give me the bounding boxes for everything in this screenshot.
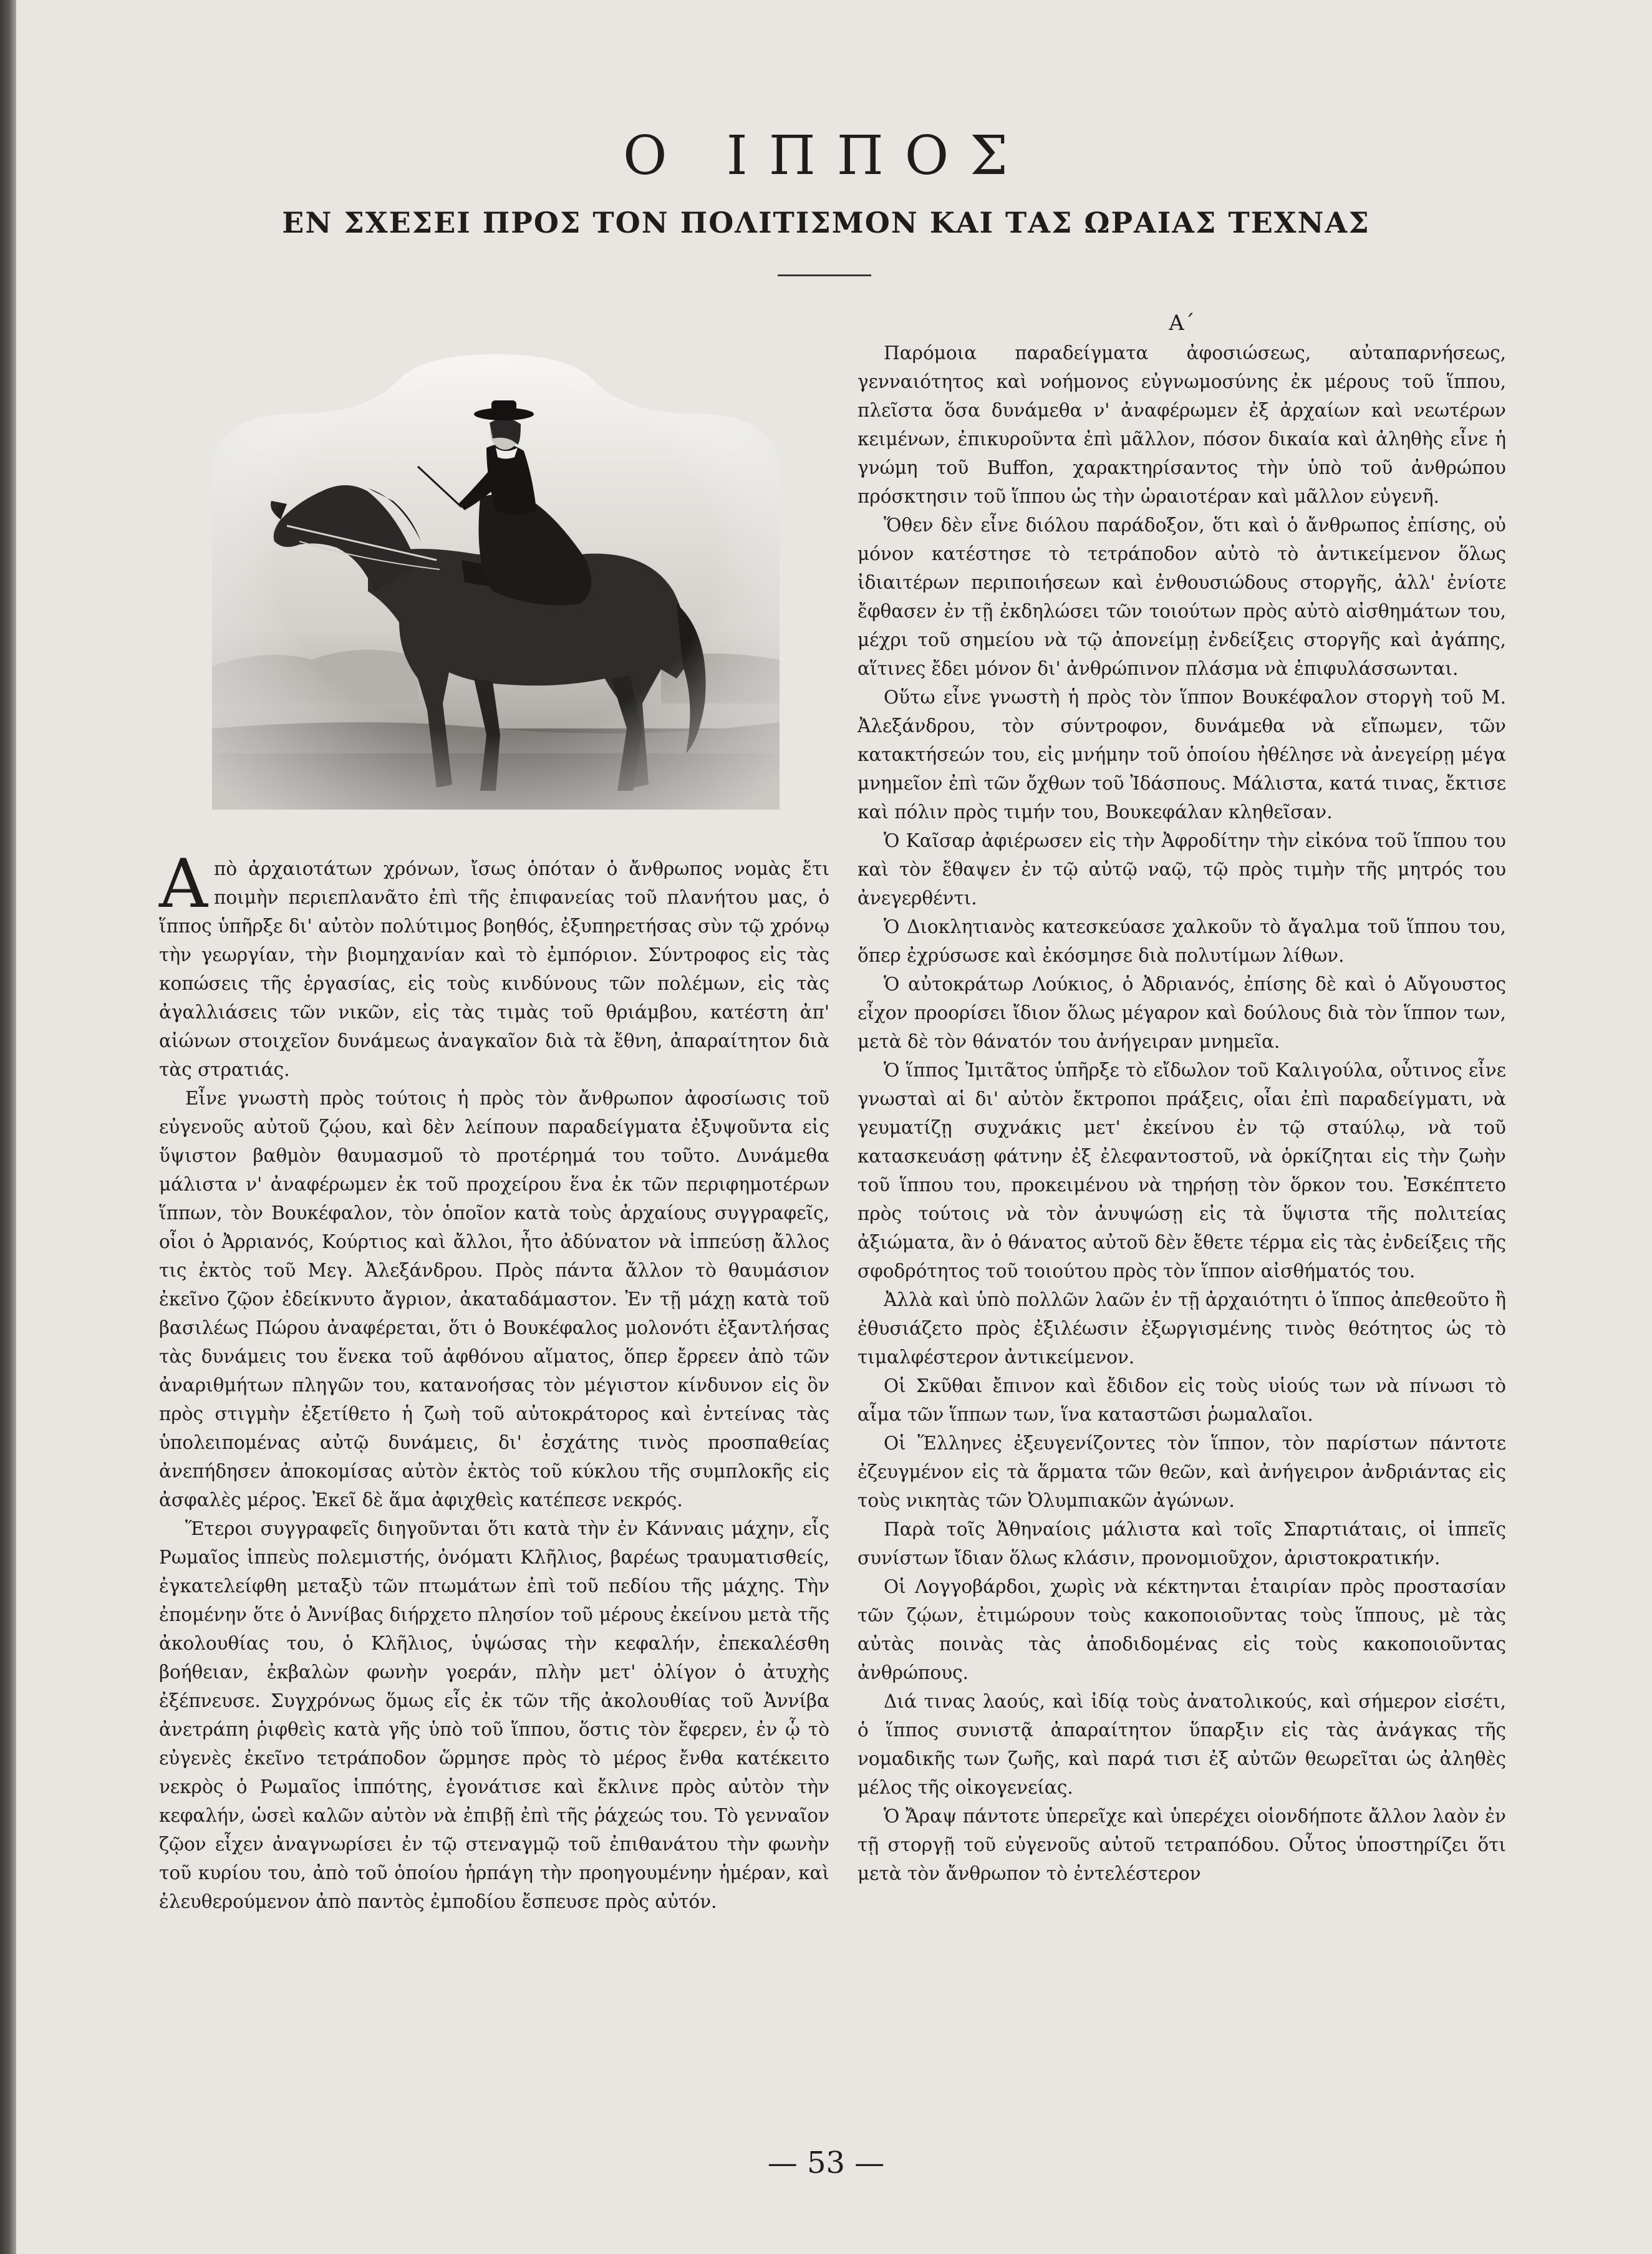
paragraph: Εἶνε γνωστὴ πρὸς τούτοις ἡ πρὸς τὸν ἄνθρωπον ἀφοσίωσις τοῦ εὐγενοῦς αὐτοῦ ζῴου, καὶ δὲν λείπουν παραδείγματα ἐξυψοῦντα εἰς ὕψιστον βαθμὸν θαυμασμοῦ τὸ προτέρημά του τοῦτο. Δυνάμεθα μάλιστα ν' ἀναφέρωμεν ἐκ τοῦ προχείρου ἕνα ἐκ τῶν περιφημοτέρων ἵππων, τὸν Βουκέφαλον, τὸν ὁποῖον κατὰ τοὺς ἀρχαίους συγγραφεῖς, οἷοι ὁ Ἀρριανός, Κούρτιος καὶ ἄλλοι, ἦτο ἀδύνατον νὰ ἱππεύσῃ ἄλλος τις ἐκτὸς τοῦ Μεγ. Ἀλεξάνδρου. Πρὸς πάντα ἄλλον τὸ θαυμάσιον ἐκεῖνο ζῷον ἐδείκνυτο ἄγριον, ἀκαταδάμαστον. Ἐν τῇ μάχῃ κατὰ τοῦ βασιλέως Πώρου ἀναφέρεται, ὅτι ὁ Βουκέφαλος μολονότι ἐξαντλήσας τὰς δυνάμεις του ἕνεκα τοῦ ἀφθόνου αἵματος, ὅπερ ἔρρεεν ἀπὸ τῶν ἀναριθμήτων πληγῶν του, κατανοήσας τὸν μέγιστον κίνδυνον εἰς ὃν πρὸς στιγμὴν ἐξετίθετο ἡ ζωὴ τοῦ αὐτοκράτορος καὶ ἐντείνας τὰς ὑπολειπομένας αὐτῷ δυνάμεις, δι' ἐσχάτης τινὸς προσπαθείας ἀνεπήδησεν ἀποκομίσας αὐτὸν ἐκτὸς τοῦ κύκλου τῆς συμπλοκῆς εἰς ἀσφαλὲς μέρος. Ἐκεῖ δὲ ἅμα ἀφιχθεὶς κατέπεσε νεκρός. — [159, 1088, 829, 1511]
paragraph-text: πὸ ἀρχαιοτάτων χρόνων, ἴσως ὁπόταν ὁ ἄνθρωπος νομὰς ἔτι ποιμὴν περιεπλανᾶτο ἐπὶ τῆς ἐπιφανείας τοῦ πλανήτου μας, ὁ ἵππος ὑπῆρξε δι' αὐτὸν πολύτιμος βοηθός, ἐξυπηρετήσας σὺν τῷ χρόνῳ τὴν γεωργίαν, τὴν βιομηχανίαν καὶ τὸ ἐμπόριον. Σύντροφος εἰς τὰς κοπώσεις τῆς ἐργασίας, εἰς τοὺς κινδύνους τῶν πολέμων, εἰς τὰς ἀγαλλιάσεις τῶν νικῶν, εἰς τὰς τιμὰς τοῦ θριάμβου, κατέστη ἀπ' αἰώνων στοιχεῖον δυνάμεως ἀναγκαῖον διὰ τὰ ἔθνη, ἀπαραίτητον διὰ τὰς στρατιάς. — [159, 858, 829, 1080]
drop-cap: Α — [159, 845, 208, 923]
paragraph: Οἱ Ἕλληνες ἐξευγενίζοντες τὸν ἵππον, τὸν παρίστων πάντοτε ἐζευγμένον εἰς τὰ ἅρματα τῶν θεῶν, καὶ ἀνήγειρον ἀνδριάντας εἰς τοὺς νικητὰς τῶν Ὀλυμπιακῶν ἀγώνων. — [857, 1433, 1506, 1511]
paragraph: Ὁ Καῖσαρ ἀφιέρωσεν εἰς τὴν Ἀφροδίτην τὴν εἰκόνα τοῦ ἵππου του καὶ τὸν ἔθαψεν ἐν τῷ αὐτῷ ναῷ, τῷ πρὸς τιμὴν τῆς μητρός του ἀνεγερθέντι. — [857, 830, 1506, 909]
left-column — [159, 845, 829, 1916]
paragraph: Ὁ ἵππος Ἰμιτᾶτος ὑπῆρξε τὸ εἴδωλον τοῦ Καλιγούλα, οὗτινος εἶνε γνωσταὶ αἱ δι' αὐτὸν ἔκτροποι πράξεις, οἷαι ἐπὶ παραδείγματι, νὰ γευματίζῃ συχνάκις μετ' ἐκείνου ἐν τῷ σταύλῳ, νὰ τοῦ κατασκευάσῃ φάτνην ἐξ ἐλεφαντοστοῦ, νὰ ὁρκίζηται εἰς τὴν ζωὴν τοῦ ἵππου του, προκειμένου νὰ τηρήσῃ τὸν ὅρκον του. Ἐσκέπτετο πρὸς τούτοις νὰ τὸν ἀνυψώσῃ εἰς τὰ ὕψιστα τῆς πολιτείας ἀξιώματα, ἂν ὁ θάνατος αὐτοῦ δὲν ἔθετε τέρμα εἰς τὰς ἐνδείξεις τῆς σφοδρότητος τοῦ τοιούτου πρὸς τὸν ἵππον αἰσθήματός του. — [857, 1060, 1506, 1282]
paragraph: Παρόμοια παραδείγματα ἀφοσιώσεως, αὐταπαρνήσεως, γενναιότητος καὶ νοήμονος εὐγνωμοσύνης ἐκ μέρους τοῦ ἵππου, πλεῖστα ὅσα δυνάμεθα ν' ἀναφέρωμεν ἐξ ἀρχαίων καὶ νεωτέρων κειμένων, ἐπικυροῦντα ἐπὶ μᾶλλον, πόσον δικαία καὶ ἀληθὴς εἶνε ἡ γνώμη τοῦ Buffon, χαρακτηρίσαντος τὴν ὑπὸ τοῦ ἀνθρώπου πρόσκτησιν τοῦ ἵππου ὡς τὴν ὡραιοτέραν καὶ μᾶλλον εὐγενῆ. — [857, 342, 1506, 507]
right-column — [857, 309, 1506, 1888]
title-divider — [778, 274, 871, 276]
woman-riding-horse-sidesaddle-photo — [212, 354, 780, 810]
paragraph: Ἕτεροι συγγραφεῖς διηγοῦνται ὅτι κατὰ τὴν ἐν Κάνναις μάχην, εἷς Ρωμαῖος ἱππεὺς πολεμιστής, ὀνόματι Κλῆλιος, βαρέως τραυματισθείς, ἐγκατελείφθη μεταξὺ τῶν πτωμάτων ἐπὶ τοῦ πεδίου τῆς μάχης. Τὴν ἐπομένην ὅτε ὁ Ἀννίβας διήρχετο πλησίον τοῦ μέρους ἐκείνου μετὰ τῆς ἀκολουθίας του, ὁ Κλῆλιος, ὑψώσας τὴν κεφαλήν, ἐπεκαλέσθη βοήθειαν, ἐκβαλὼν φωνὴν γοεράν, πλὴν μετ' ὀλίγον ὁ ἀτυχὴς ἐξέπνευσε. Συγχρόνως ὅμως εἷς ἐκ τῶν τῆς ἀκολουθίας τοῦ Ἀννίβα ἀνετράπη ῥιφθεὶς κατὰ γῆς ὑπὸ τοῦ ἵππου, ὅστις τὸν ἔφερεν, ἐν ᾧ τὸ εὐγενὲς ἐκεῖνο τετράποδον ὥρμησε πρὸς τὸ μέρος ἔνθα κατέκειτο νεκρὸς ὁ Ρωμαῖος ἱππότης, ἐγονάτισε καὶ ἔκλινε πρὸς αὐτὸν τὴν κεφαλήν, ὡσεὶ καλῶν αὐτὸν νὰ ἐπιβῇ ἐπὶ τῆς ῥάχεώς του. Τὸ γενναῖον ζῷον εἶχεν ἀναγνωρίσει ἐν τῷ στεναγμῷ τοῦ ἐπιθανάτου τὴν φωνὴν τοῦ κυρίου του, ἀπὸ τοῦ ὁποίου ἡρπάγη τὴν προηγουμένην ἡμέραν, καὶ ἐλευθερούμενον ἀπὸ παντὸς ἐμποδίου ἔσπευσε πρὸς αὐτόν. — [159, 1518, 829, 1912]
paragraph: Ὁ αὐτοκράτωρ Λούκιος, ὁ Ἀδριανός, ἐπίσης δὲ καὶ ὁ Αὔγουστος εἶχον προορίσει ἴδιον ὅλως μέγαρον καὶ δούλους διὰ τὸν ἵππον των, μετὰ δὲ τὸν θάνατόν του ἀνήγειραν μνημεῖα. — [857, 974, 1506, 1052]
section-mark: Α΄ — [1169, 311, 1195, 336]
page-number: — 53 — — [767, 2145, 885, 2180]
paragraph: Οὕτω εἶνε γνωστὴ ἡ πρὸς τὸν ἵππον Βουκέφαλον στοργὴ τοῦ Μ. Ἀλεξάνδρου, τὸν σύντροφον, δυνάμεθα νὰ εἴπωμεν, τῶν κατακτήσεών του, εἰς μνήμην τοῦ ὁποίου ἠθέλησε νὰ ἀνεγείρῃ μέγα μνημεῖον ἐπὶ τῶν ὄχθων τοῦ Ἰδάσπους. Μάλιστα, κατά τινας, ἔκτισε καὶ πόλιν πρὸς τιμήν του, Βουκεφάλαν κληθεῖσαν. — [857, 687, 1506, 823]
paragraph: Διά τινας λαούς, καὶ ἰδίᾳ τοὺς ἀνατολικούς, καὶ σήμερον εἰσέτι, ὁ ἵππος συνιστᾷ ἀπαραίτητον ὕπαρξιν εἰς τὰς ἀνάγκας τῆς νομαδικῆς των ζωῆς, καὶ παρά τισι ἐξ αὐτῶν θεωρεῖται ὡς ἀληθὲς μέλος τῆς οἰκογενείας. — [857, 1691, 1506, 1798]
paragraph: Ὁ Ἄραψ πάντοτε ὑπερεῖχε καὶ ὑπερέχει οἱονδήποτε ἄλλον λαὸν ἐν τῇ στοργῇ τοῦ εὐγενοῦς αὐτοῦ τετραπόδου. Οὗτος ὑποστηρίζει ὅτι μετὰ τὸν ἄνθρωπον τὸ ἐντελέστερον — [857, 1806, 1506, 1884]
paragraph: Οἱ Σκῦθαι ἔπινον καὶ ἔδιδον εἰς τοὺς υἱούς των νὰ πίνωσι τὸ αἷμα τῶν ἵππων των, ἵνα καταστῶσι ῥωμαλαῖοι. — [857, 1375, 1506, 1425]
paragraph: Ὅθεν δὲν εἶνε διόλου παράδοξον, ὅτι καὶ ὁ ἄνθρωπος ἐπίσης, οὐ μόνον κατέστησε τὸ τετράποδον αὐτὸ τὸ ἀντικείμενον ὅλως ἰδιαιτέρων περιποιήσεων καὶ ἐνθουσιώδους στοργῆς, ἀλλ' ἐνίοτε ἔφθασεν ἐν τῇ ἐκδηλώσει τῶν τοιούτων πρὸς αὐτὸ αἰσθημάτων του, μέχρι τοῦ σημείου νὰ τῷ ἀπονείμῃ ἐνδείξεις στοργῆς καὶ ἀγάπης, αἵτινες ἔδει μόνον δι' ἀνθρώπινον πλάσμα νὰ ἐπιφυλάσσωνται. — [857, 515, 1506, 679]
paragraph: Οἱ Λογγοβάρδοι, χωρὶς νὰ κέκτηνται ἑταιρίαν πρὸς προστασίαν τῶν ζῴων, ἐτιμώρουν τοὺς κακοποιοῦντας τοὺς ἵππους, μὲ τὰς αὐτὰς ποινὰς τὰς ἀποδιδομένας εἰς τοὺς κακοποιοῦντας ἀνθρώπους. — [857, 1576, 1506, 1683]
paragraph-opening — [159, 845, 829, 1084]
paragraph: Ἀλλὰ καὶ ὑπὸ πολλῶν λαῶν ἐν τῇ ἀρχαιότητι ὁ ἵππος ἀπεθεοῦτο ἢ ἐθυσιάζετο πρὸς ἐξιλέωσιν ἐξωργισμένης τινὸς θεότητος ὡς τὸ τιμαλφέστερον ἀντικείμενον. — [857, 1289, 1506, 1368]
binding-edge — [0, 0, 16, 2254]
paragraph: Παρὰ τοῖς Ἀθηναίοις μάλιστα καὶ τοῖς Σπαρτιάταις, οἱ ἱππεῖς συνίστων ἴδιαν ὅλως κλάσιν, προνομιοῦχον, ἀριστοκρατικήν. — [857, 1519, 1506, 1569]
paragraph: Ὁ Διοκλητιανὸς κατεσκεύασε χαλκοῦν τὸ ἄγαλμα τοῦ ἵππου του, ὅπερ ἐχρύσωσε καὶ ἐκόσμησε διὰ πολυτίμων λίθων. — [857, 916, 1506, 966]
page-subtitle: ΕΝ ΣΧΕΣΕΙ ΠΡΟΣ ΤΟΝ ΠΟΛΙΤΙΣΜΟΝ ΚΑΙ ΤΑΣ ΩΡΑΙΑΣ ΤΕΧΝΑΣ — [282, 206, 1370, 239]
page-title: Ο ΙΠΠΟΣ — [622, 125, 1030, 187]
